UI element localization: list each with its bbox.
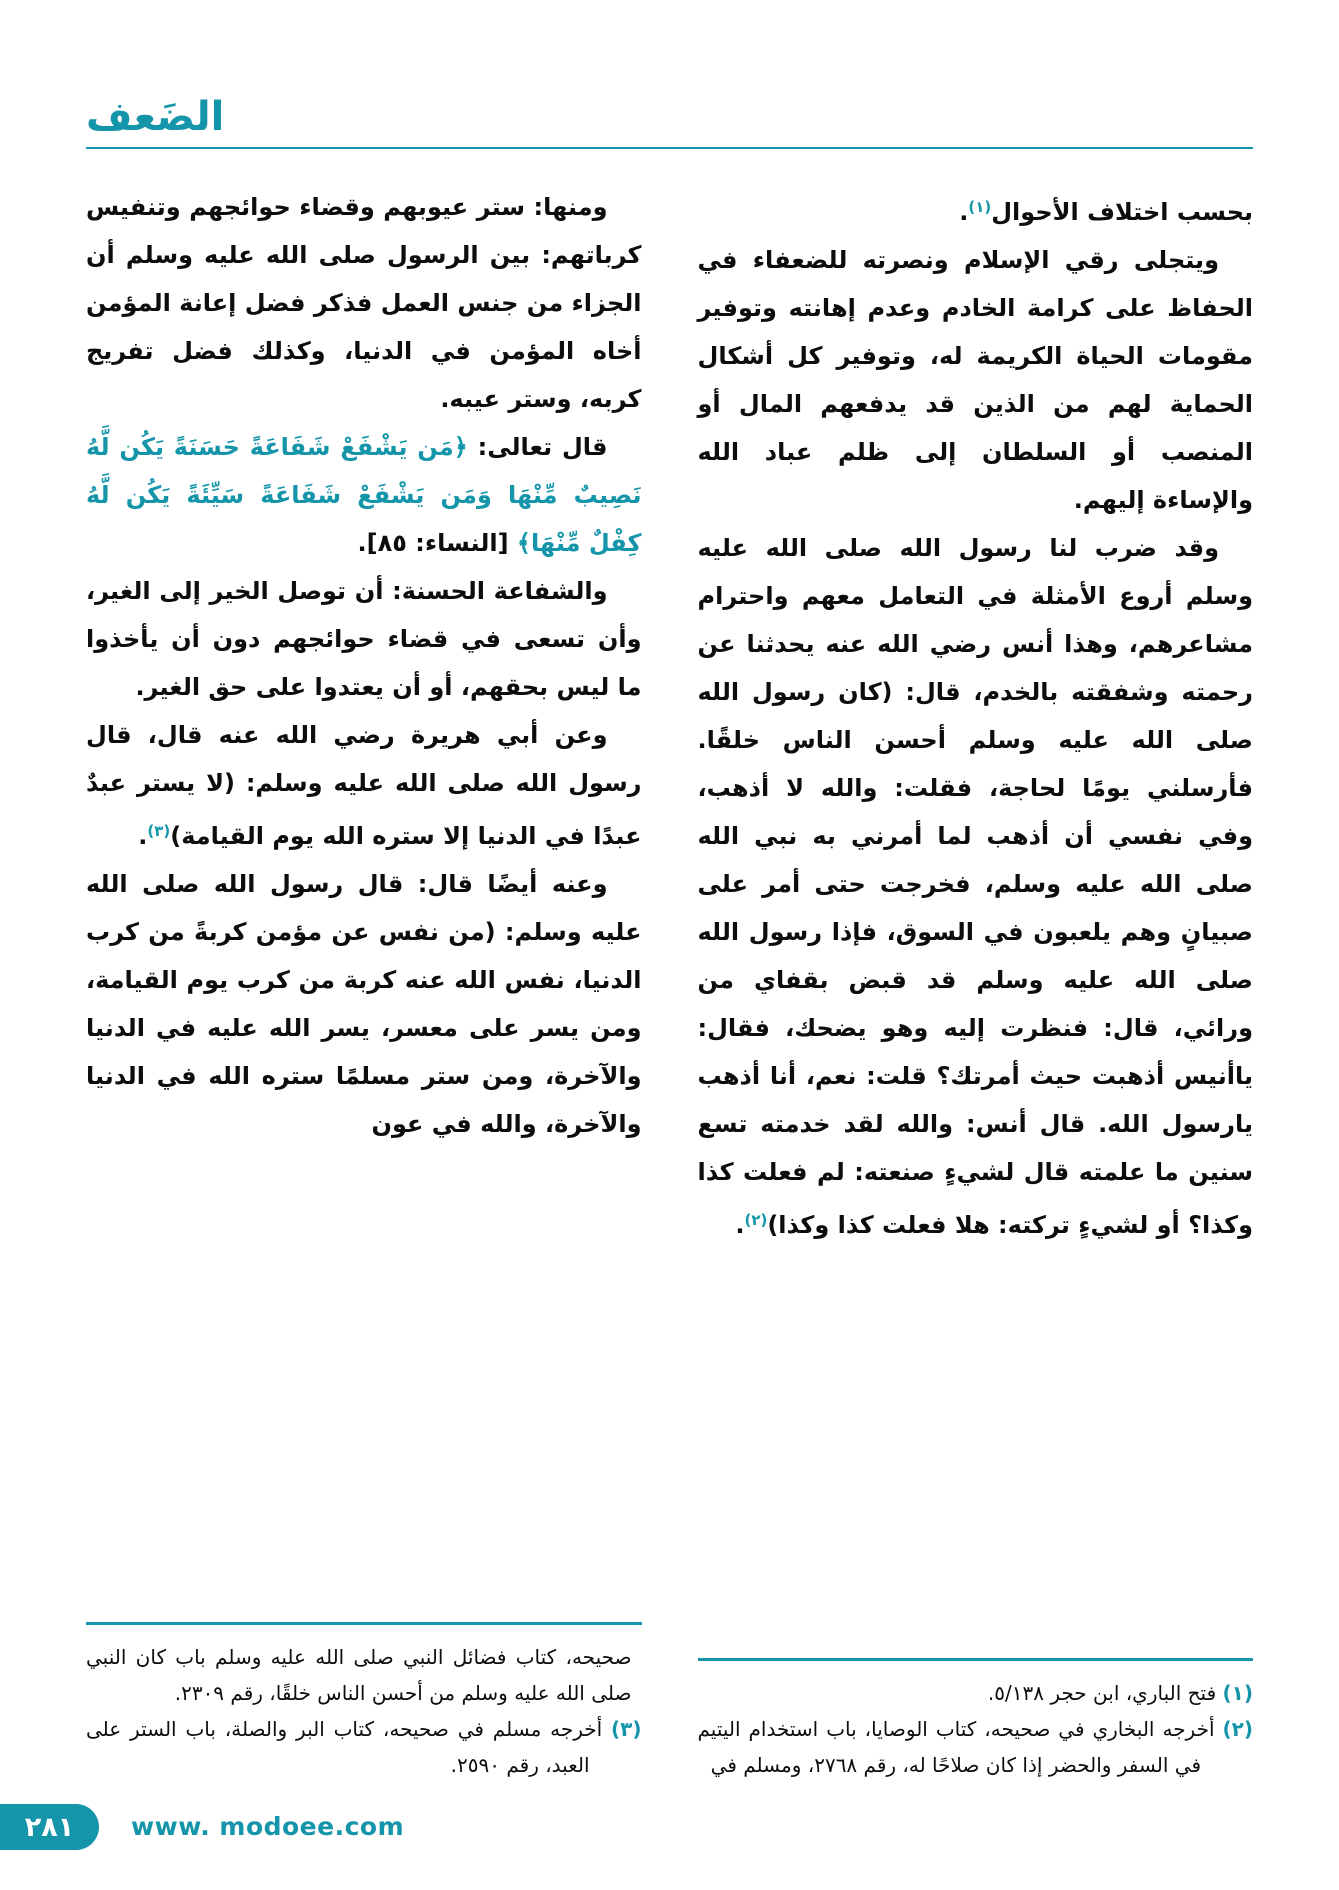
page-number-tab: [0, 1804, 99, 1850]
page-title: الضَعف: [86, 94, 225, 140]
page-header: [86, 95, 1253, 149]
footnote-separator: [86, 1622, 642, 1625]
footnote-text: فتح الباري، ابن حجر ٥/١٣٨.: [987, 1681, 1217, 1705]
footnote-continuation: [86, 1639, 642, 1711]
paragraph-hadith-anas: [698, 524, 1254, 1249]
paragraph-continuation: [698, 183, 1254, 236]
paragraph-islam-care: ويتجلى رقي الإسلام ونصرته للضعفاء في الحفاظ على كرامة الخادم وعدم إهانته وتوفير مقومات الحياة الكريمة له، وتوفير كل أشكال الحماية لهم من الذين قد يدفعهم المال أو المنصب أو السلطان إلى ظلم عباد الله والإساءة إليهم.: [697, 246, 1253, 514]
right-footnotes: [698, 1654, 1254, 1783]
verse-reference: [النساء: ٨٥].: [357, 529, 517, 557]
verse-paragraph: [86, 423, 642, 567]
left-column: [86, 183, 642, 1783]
footnote-text: أخرجه مسلم في صحيحه، كتاب البر والصلة، باب الستر على العبد، رقم ٢٥٩٠.: [86, 1717, 603, 1777]
right-column: [698, 183, 1254, 1783]
paragraph-hadith-abu-hurairah: [86, 711, 642, 860]
footnote-item-3: [86, 1711, 642, 1783]
footnote-ref-1: (١): [968, 198, 992, 216]
paragraph-good-intercession: والشفاعة الحسنة: أن توصل الخير إلى الغير، وأن تسعى في قضاء حوائجهم دون أن يأخذوا ما ليس بحقهم، أو أن يعتدوا على حق الغير.: [86, 577, 642, 701]
footnote-marker: (٣): [611, 1717, 642, 1741]
footnote-separator: [698, 1658, 1254, 1661]
footnote-marker: (١): [1222, 1681, 1253, 1705]
paragraph-text: بحسب اختلاف الأحوال: [991, 198, 1253, 226]
paragraph-text: .: [959, 198, 969, 226]
footnote-marker: (٢): [1222, 1717, 1253, 1741]
paragraph-text: .: [138, 822, 148, 850]
footnote-item-1: [698, 1675, 1254, 1711]
paragraph-concealing-faults: ومنها: ستر عيوبهم وقضاء حوائجهم وتنفيس كرباتهم: بين الرسول صلى الله عليه وسلم أن الجزاء من جنس العمل فذكر فضل إعانة المؤمن أخاه المؤمن في الدنيا، وكذلك فضل تفريج كربه، وستر عيبه.: [85, 193, 642, 413]
footnote-ref-2: (٢): [744, 1211, 768, 1229]
footnote-text: أخرجه البخاري في صحيحه، كتاب الوصايا، باب استخدام اليتيم في السفر والحضر إذا كان صلاحًا له، رقم ٢٧٦٨، ومسلم في: [697, 1717, 1215, 1777]
left-footnotes: [86, 1618, 642, 1783]
footnote-ref-3: (٣): [147, 822, 171, 840]
paragraph-text: .: [735, 1211, 745, 1239]
quran-verse: ﴿مَن يَشْفَعْ شَفَاعَةً حَسَنَةً يَكُن لَّهُ نَصِيبٌ مِّنْهَا وَمَن يَشْفَعْ شَفَاعَةً سَيِّئَةً يَكُن لَّهُ كِفْلٌ مِّنْهَا﴾: [86, 433, 642, 557]
site-url: www. modoee.com: [131, 1812, 405, 1841]
paragraph-text: وقد ضرب لنا رسول الله صلى الله عليه وسلم أروع الأمثلة في التعامل معهم واحترام مشاعرهم، وهذا أنس رضي الله عنه يحدثنا عن رحمته وشفقته بالخدم، قال: (كان رسول الله صلى الله عليه وسلم أحسن الناس خلقًا. فأرسلني يومًا لحاجة، فقلت: والله لا أذهب، وفي نفسي أن أذهب لما أمرني به نبي الله صلى الله عليه وسلم، فخرجت حتى أمر على صبيانٍ وهم يلعبون في السوق، فإذا رسول الله صلى الله عليه وسلم قد قبض بقفاي من ورائي، قال: فنظرت إليه وهو يضحك، فقال: ياأنيس أذهبت حيث أمرتك؟ قلت: نعم، أنا أذهب يارسول الله. قال أنس: والله لقد خدمته تسع سنين ما علمته قال لشيءٍ صنعته: لم فعلت كذا وكذا؟ أو لشيءٍ تركته: هلا فعلت كذا وكذا): [697, 534, 1253, 1239]
paragraph-hadith-relief: وعنه أيضًا قال: قال رسول الله صلى الله عليه وسلم: (من نفس عن مؤمن كربةً من كرب الدنيا، نفس الله عنه كربة من كرب يوم القيامة، ومن يسر على معسر، يسر الله عليه في الدنيا والآخرة، ومن ستر مسلمًا ستره الله في الدنيا والآخرة، والله في عون: [86, 870, 642, 1138]
page-number: ٢٨١: [24, 1811, 75, 1843]
paragraph-text: وعن أبي هريرة رضي الله عنه قال، قال رسول الله صلى الله عليه وسلم: (لا يستر عبدٌ عبدًا في الدنيا إلا ستره الله يوم القيامة): [86, 721, 642, 850]
text-columns: [86, 183, 1253, 1783]
verse-intro: قال تعالى:: [467, 433, 608, 461]
footnote-text: صحيحه، كتاب فضائل النبي صلى الله عليه وسلم باب كان النبي صلى الله عليه وسلم من أحسن الناس خلقًا، رقم ٢٣٠٩.: [86, 1645, 632, 1705]
footnote-item-2: [698, 1711, 1254, 1783]
page-content: [86, 95, 1253, 1783]
